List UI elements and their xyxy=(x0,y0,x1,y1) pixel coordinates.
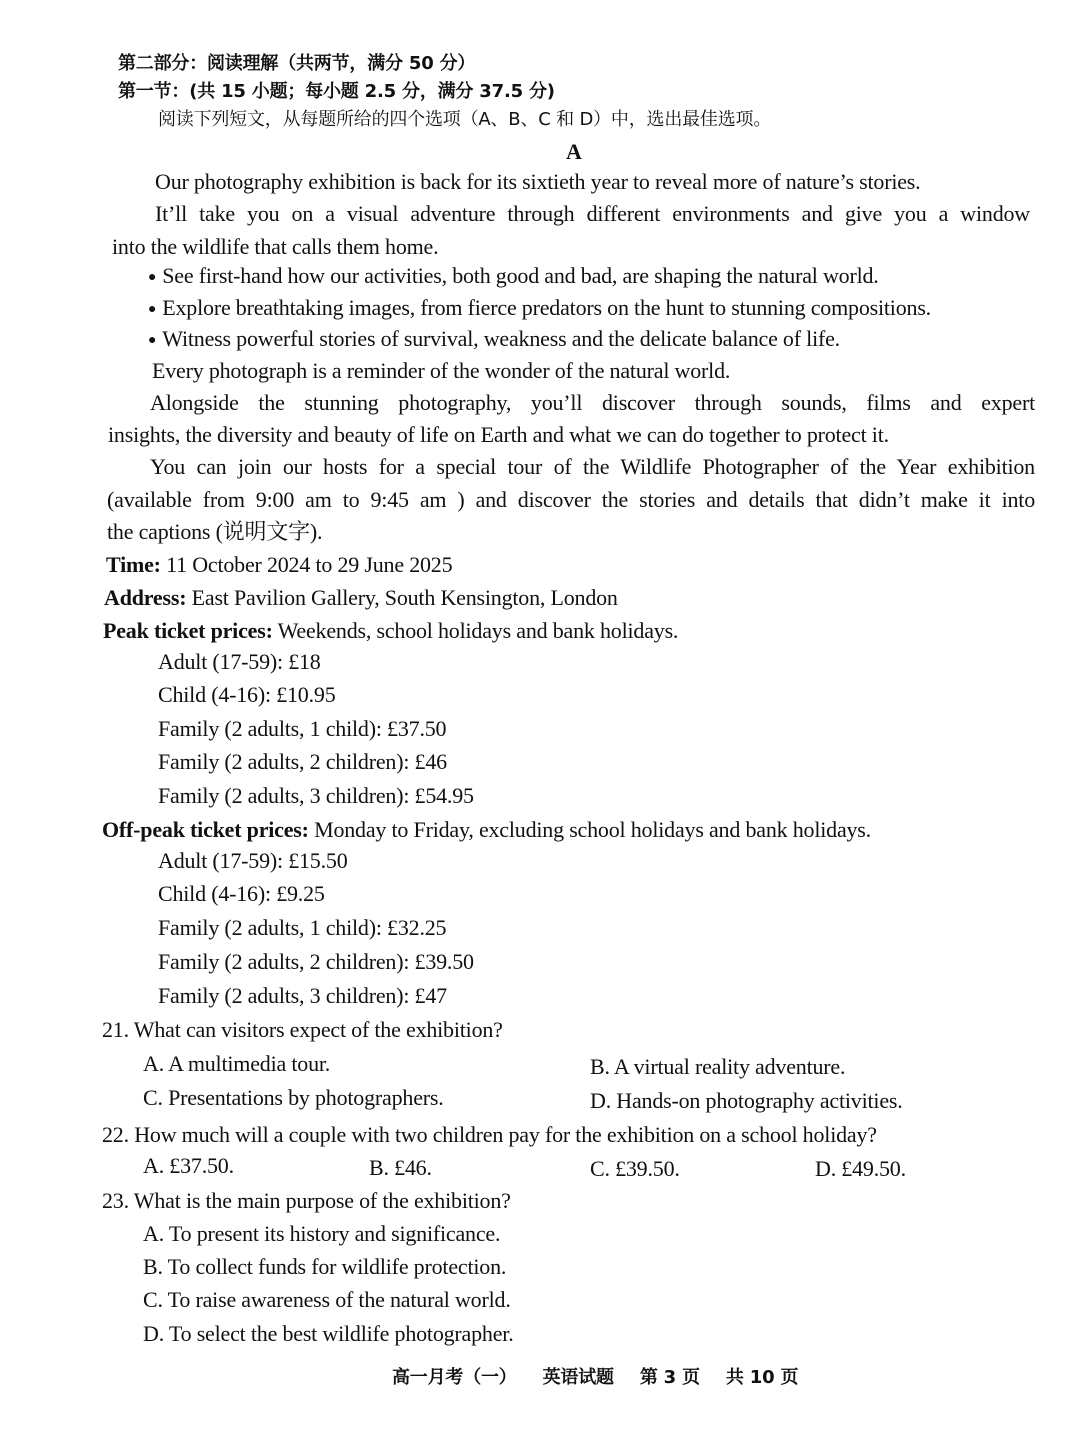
peak-prices-row xyxy=(103,617,678,645)
bullet-item: ● See first-hand how our activities, both good and bad, are shaping the natural world. xyxy=(148,262,879,292)
passage-paragraph-5-line-3: the captions (说明文字). xyxy=(107,519,323,544)
question-21-stem: 21. What can visitors expect of the exhibition? xyxy=(102,1017,503,1042)
passage-paragraph-2-line-1: It’ll take you on a visual adventure through different environments and give you a window xyxy=(155,201,1030,226)
peak-price-item: Family (2 adults, 1 child): £37.50 xyxy=(158,716,447,741)
footer-total-pages: 共 10 页 xyxy=(725,1367,799,1388)
passage-paragraph-2-line-2: into the wildlife that calls them home. xyxy=(112,234,439,259)
bullet-item: ● Witness powerful stories of survival, weakness and the delicate balance of life. xyxy=(148,325,840,355)
passage-paragraph-4-line-1: Alongside the stunning photography, you’ll discover through sounds, films and expert xyxy=(150,390,1035,415)
peak-price-item: Family (2 adults, 3 children): £54.95 xyxy=(158,783,474,808)
question-21-option-b: B. A virtual reality adventure. xyxy=(590,1054,846,1079)
question-23-option-a: A. To present its history and significance. xyxy=(143,1221,501,1246)
question-22-option-c: C. £39.50. xyxy=(590,1156,680,1181)
bullet-item: ● Explore breathtaking images, from fierce predators on the hunt to stunning compositions. xyxy=(148,294,931,324)
question-23-option-c: C. To raise awareness of the natural world. xyxy=(143,1287,511,1312)
offpeak-prices-row xyxy=(102,816,871,844)
offpeak-price-item: Family (2 adults, 3 children): £47 xyxy=(158,983,447,1008)
peak-price-item: Adult (17-59): £18 xyxy=(158,649,321,674)
question-23-stem: 23. What is the main purpose of the exhibition? xyxy=(102,1188,511,1213)
offpeak-prices-desc: Monday to Friday, excluding school holidays and bank holidays. xyxy=(308,817,871,842)
peak-price-item: Child (4-16): £10.95 xyxy=(158,682,336,707)
peak-price-item: Family (2 adults, 2 children): £46 xyxy=(158,749,447,774)
question-22-option-b: B. £46. xyxy=(369,1155,432,1180)
passage-label: A xyxy=(566,139,582,164)
passage-paragraph-4-line-2: insights, the diversity and beauty of life on Earth and what we can do together to protect it. xyxy=(108,422,889,447)
address-value: East Pavilion Gallery, South Kensington, London xyxy=(186,585,618,610)
question-21-option-d: D. Hands-on photography activities. xyxy=(590,1088,903,1113)
offpeak-price-item: Family (2 adults, 1 child): £32.25 xyxy=(158,915,447,940)
passage-paragraph-1: Our photography exhibition is back for its sixtieth year to reveal more of nature’s stories. xyxy=(155,169,921,194)
address-label: Address: xyxy=(104,585,187,610)
time-row xyxy=(106,551,452,579)
question-22-stem: 22. How much will a couple with two children pay for the exhibition on a school holiday? xyxy=(102,1122,877,1147)
question-21-option-a: A. A multimedia tour. xyxy=(143,1051,331,1076)
peak-prices-desc: Weekends, school holidays and bank holidays. xyxy=(272,618,679,643)
time-value: 11 October 2024 to 29 June 2025 xyxy=(160,552,453,577)
offpeak-price-item: Child (4-16): £9.25 xyxy=(158,881,325,906)
peak-prices-label: Peak ticket prices: xyxy=(103,618,273,643)
question-23-option-d: D. To select the best wildlife photographer. xyxy=(143,1321,514,1346)
address-row xyxy=(104,584,618,612)
passage-paragraph-5-line-1: You can join our hosts for a special tour of the Wildlife Photographer of the Year exhibition xyxy=(150,454,1035,479)
part-title: 第二部分：阅读理解（共两节，满分 50 分） xyxy=(118,53,476,74)
offpeak-price-item: Adult (17-59): £15.50 xyxy=(158,848,348,873)
question-22-option-a: A. £37.50. xyxy=(143,1153,234,1178)
offpeak-prices-label: Off-peak ticket prices: xyxy=(102,817,309,842)
question-21-option-c: C. Presentations by photographers. xyxy=(143,1085,444,1110)
instruction: 阅读下列短文，从每题所给的四个选项（A、B、C 和 D）中，选出最佳选项。 xyxy=(158,109,772,130)
time-label: Time: xyxy=(106,552,161,577)
footer-page-number: 第 3 页 xyxy=(639,1367,700,1388)
question-22-option-d: D. £49.50. xyxy=(815,1156,906,1181)
section-title: 第一节：(共 15 小题；每小题 2.5 分，满分 37.5 分) xyxy=(118,81,555,102)
passage-paragraph-5-line-2: (available from 9:00 am to 9:45 am ) and discover the stories and details that didn’t make it into xyxy=(107,487,1035,512)
footer-exam: 高一月考（一） xyxy=(392,1367,517,1388)
page-footer xyxy=(392,1364,824,1392)
question-23-option-b: B. To collect funds for wildlife protection. xyxy=(143,1254,507,1279)
footer-subject: 英语试题 xyxy=(542,1367,614,1388)
offpeak-price-item: Family (2 adults, 2 children): £39.50 xyxy=(158,949,474,974)
passage-paragraph-3: Every photograph is a reminder of the wonder of the natural world. xyxy=(152,358,731,383)
